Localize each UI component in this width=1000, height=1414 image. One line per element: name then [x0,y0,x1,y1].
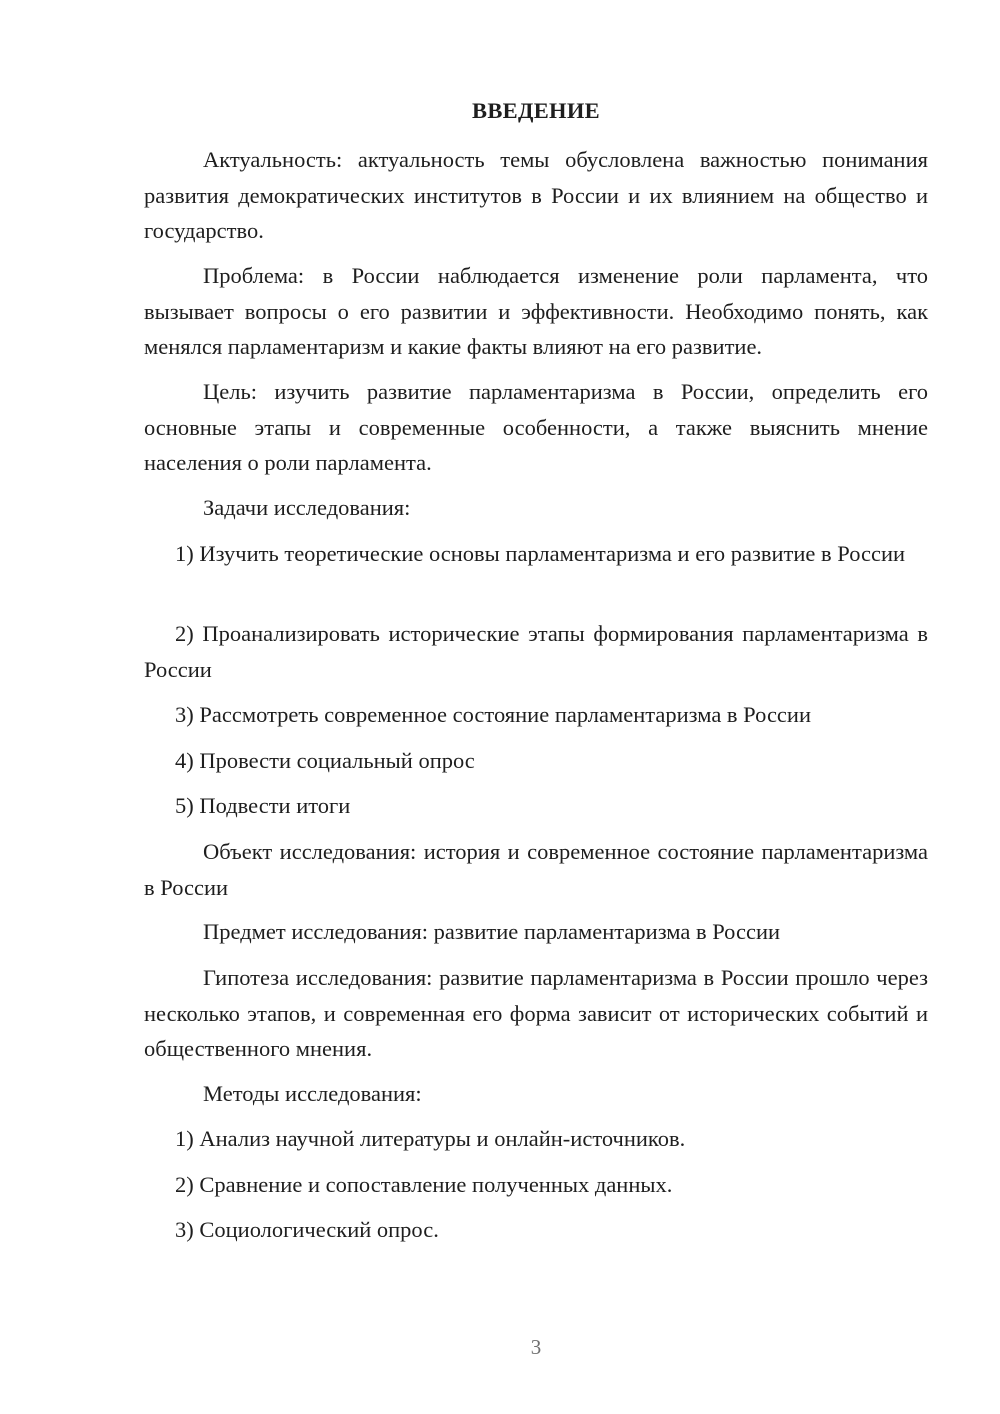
method-item: 3) Социологический опрос. [175,1217,439,1242]
task-item: 1) Изучить теоретические основы парламентаризма и его развитие в России [175,541,906,566]
method-item: 1) Анализ научной литературы и онлайн-источников. [175,1126,686,1151]
paragraph-relevance: Актуальность: актуальность темы обусловлена важностью понимания развития демократических институтов в России и их влиянием на общество и государство. [144,147,928,243]
methods-label: Методы исследования: [203,1081,422,1106]
section-heading: ВВЕДЕНИЕ [472,98,600,123]
paragraph-goal: Цель: изучить развитие парламентаризма в России, определить его основные этапы и современные особенности, а также выяснить мнение населения о роли парламента. [144,379,928,475]
task-item: 5) Подвести итоги [175,793,351,818]
paragraph-hypothesis: Гипотеза исследования: развитие парламентаризма в России прошло через несколько этапов, и современная его форма зависит от исторических событий и общественного мнения. [144,965,928,1061]
task-item: 3) Рассмотреть современное состояние парламентаризма в России [175,702,811,727]
tasks-label: Задачи исследования: [203,495,411,520]
paragraph-problem: Проблема: в России наблюдается изменение роли парламента, что вызывает вопросы о его развитии и эффективности. Необходимо понять, как менялся парламентаризм и какие факты влияют на его развитие. [144,263,928,359]
method-item: 2) Сравнение и сопоставление полученных данных. [175,1172,673,1197]
task-item: 2) Проанализировать исторические этапы формирования парламентаризма в России [144,621,928,682]
page-number: 3 [530,1335,542,1359]
paragraph-subject: Предмет исследования: развитие парламентаризма в России [203,919,781,944]
paragraph-object: Объект исследования: история и современное состояние парламентаризма в России [144,839,928,900]
task-item: 4) Провести социальный опрос [175,748,475,773]
